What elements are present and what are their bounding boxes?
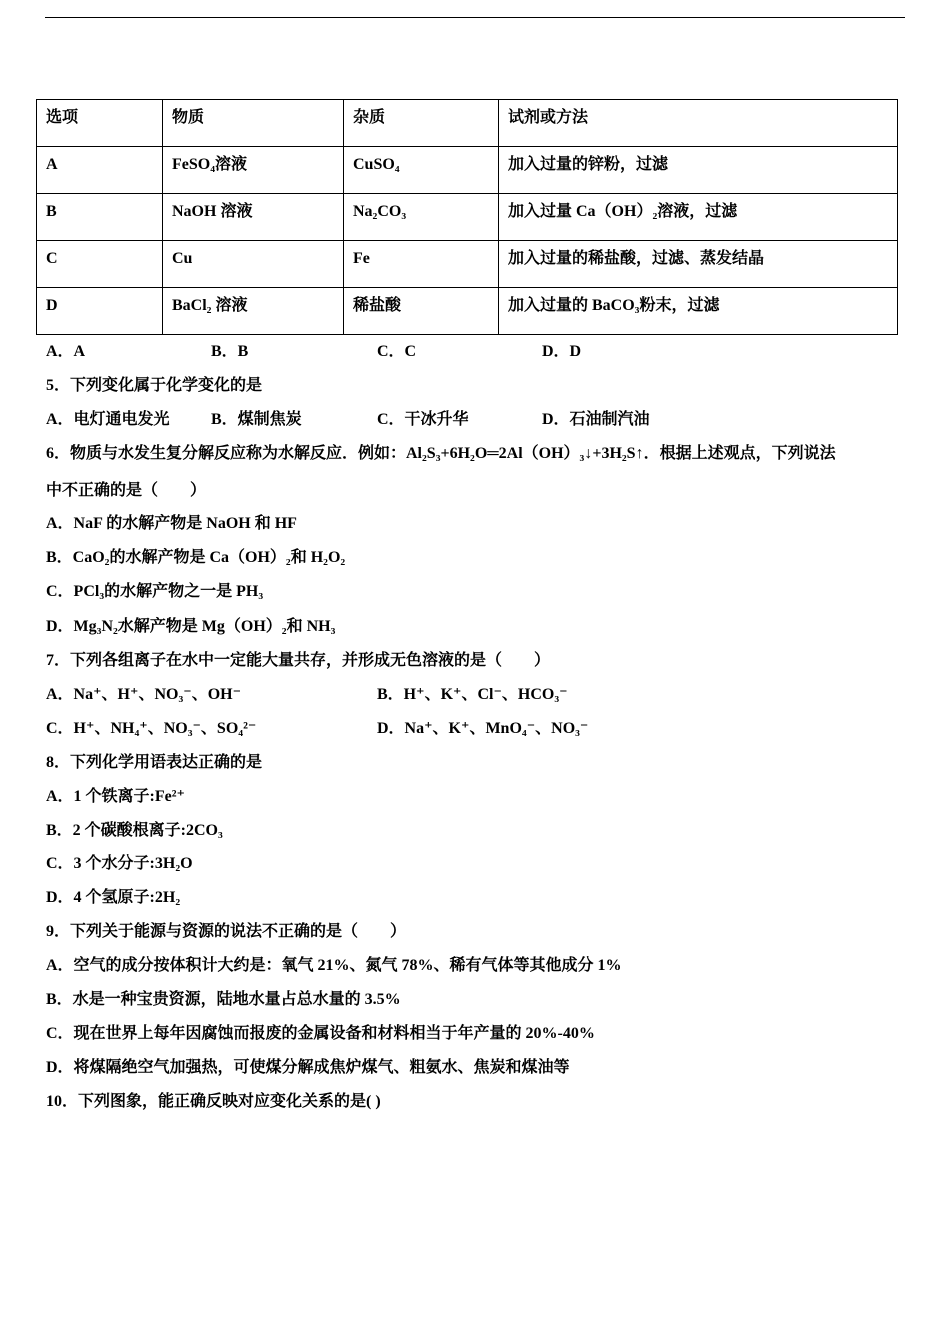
table-cell: 稀盐酸 [344, 288, 499, 335]
table-cell: Cu [163, 241, 344, 288]
question-6-stem: 6．物质与水发生复分解反应称为水解反应．例如：Al₂S₃+6H₂O═2Al（OH）₃↓+3H₂S↑．根据上述观点，下列说法 [46, 445, 836, 462]
table-cell: FeSO₄溶液 [163, 147, 344, 194]
table-row [37, 194, 898, 241]
options-table [36, 99, 898, 335]
table-cell: BaCl₂ 溶液 [163, 288, 344, 335]
table-cell: Fe [344, 241, 499, 288]
q6-option-c: C．PCl₃的水解产物之一是 PH₃ [46, 583, 264, 600]
q5-option-c: C．干冰升华 [377, 411, 469, 428]
q4-option-b: B．B [211, 343, 249, 360]
question-9-stem: 9．下列关于能源与资源的说法不正确的是（ ） [46, 923, 407, 940]
table-header-cell: 试剂或方法 [499, 100, 898, 147]
table-cell: D [37, 288, 163, 335]
question-7-stem: 7．下列各组离子在水中一定能大量共存，并形成无色溶液的是（ ） [46, 652, 551, 669]
q6-option-b: B．CaO₂的水解产物是 Ca（OH）₂和 H₂O₂ [46, 549, 346, 566]
table-cell: 加入过量的 BaCO₃粉末，过滤 [499, 288, 898, 335]
table-row [37, 241, 898, 288]
table-cell: 加入过量的锌粉，过滤 [499, 147, 898, 194]
table-cell: Na₂CO₃ [344, 194, 499, 241]
q4-option-c: C．C [377, 343, 417, 360]
table-header-cell: 选项 [37, 100, 163, 147]
table-header-cell: 杂质 [344, 100, 499, 147]
table-cell: 加入过量的稀盐酸，过滤、蒸发结晶 [499, 241, 898, 288]
table-cell: CuSO₄ [344, 147, 499, 194]
table-header-cell: 物质 [163, 100, 344, 147]
question-6-stem-cont: 中不正确的是（ ） [46, 482, 207, 499]
q9-option-d: D．将煤隔绝空气加强热，可使煤分解成焦炉煤气、粗氨水、焦炭和煤油等 [46, 1059, 570, 1076]
table-cell: 加入过量 Ca（OH）₂溶液，过滤 [499, 194, 898, 241]
question-8-stem: 8．下列化学用语表达正确的是 [46, 754, 263, 771]
q8-option-b: B．2 个碳酸根离子:2CO₃ [46, 822, 223, 839]
table-cell: NaOH 溶液 [163, 194, 344, 241]
q9-option-b: B．水是一种宝贵资源，陆地水量占总水量的 3.5% [46, 991, 401, 1008]
q8-option-a: A．1 个铁离子:Fe²⁺ [46, 788, 186, 805]
q5-option-d: D．石油制汽油 [542, 411, 650, 428]
q7-option-b: B．H⁺、K⁺、Cl⁻、HCO₃⁻ [377, 686, 568, 703]
q8-option-c: C．3 个水分子:3H₂O [46, 855, 193, 872]
q4-option-a: A．A [46, 343, 86, 360]
table-cell: B [37, 194, 163, 241]
q6-option-a: A．NaF 的水解产物是 NaOH 和 HF [46, 515, 297, 532]
q7-option-a: A．Na⁺、H⁺、NO₃⁻、OH⁻ [46, 686, 242, 703]
q4-option-d: D．D [542, 343, 582, 360]
table-row [37, 288, 898, 335]
table-cell: C [37, 241, 163, 288]
q9-option-a: A．空气的成分按体积计大约是：氧气 21%、氮气 78%、稀有气体等其他成分 1% [46, 957, 622, 974]
table-header-row [37, 100, 898, 147]
question-5-stem: 5．下列变化属于化学变化的是 [46, 377, 263, 394]
q7-option-c: C．H⁺、NH₄⁺、NO₃⁻、SO₄²⁻ [46, 720, 257, 737]
table-cell: A [37, 147, 163, 194]
question-10-stem: 10．下列图象，能正确反映对应变化关系的是( ) [46, 1093, 381, 1110]
q5-option-b: B．煤制焦炭 [211, 411, 302, 428]
header-rule [45, 17, 905, 18]
q6-option-d: D．Mg₃N₂水解产物是 Mg（OH）₂和 NH₃ [46, 618, 336, 635]
q7-option-d: D．Na⁺、K⁺、MnO₄⁻、NO₃⁻ [377, 720, 589, 737]
q9-option-c: C．现在世界上每年因腐蚀而报废的金属设备和材料相当于年产量的 20%-40% [46, 1025, 595, 1042]
q5-option-a: A．电灯通电发光 [46, 411, 170, 428]
table-row [37, 147, 898, 194]
q8-option-d: D．4 个氢原子:2H₂ [46, 889, 181, 906]
